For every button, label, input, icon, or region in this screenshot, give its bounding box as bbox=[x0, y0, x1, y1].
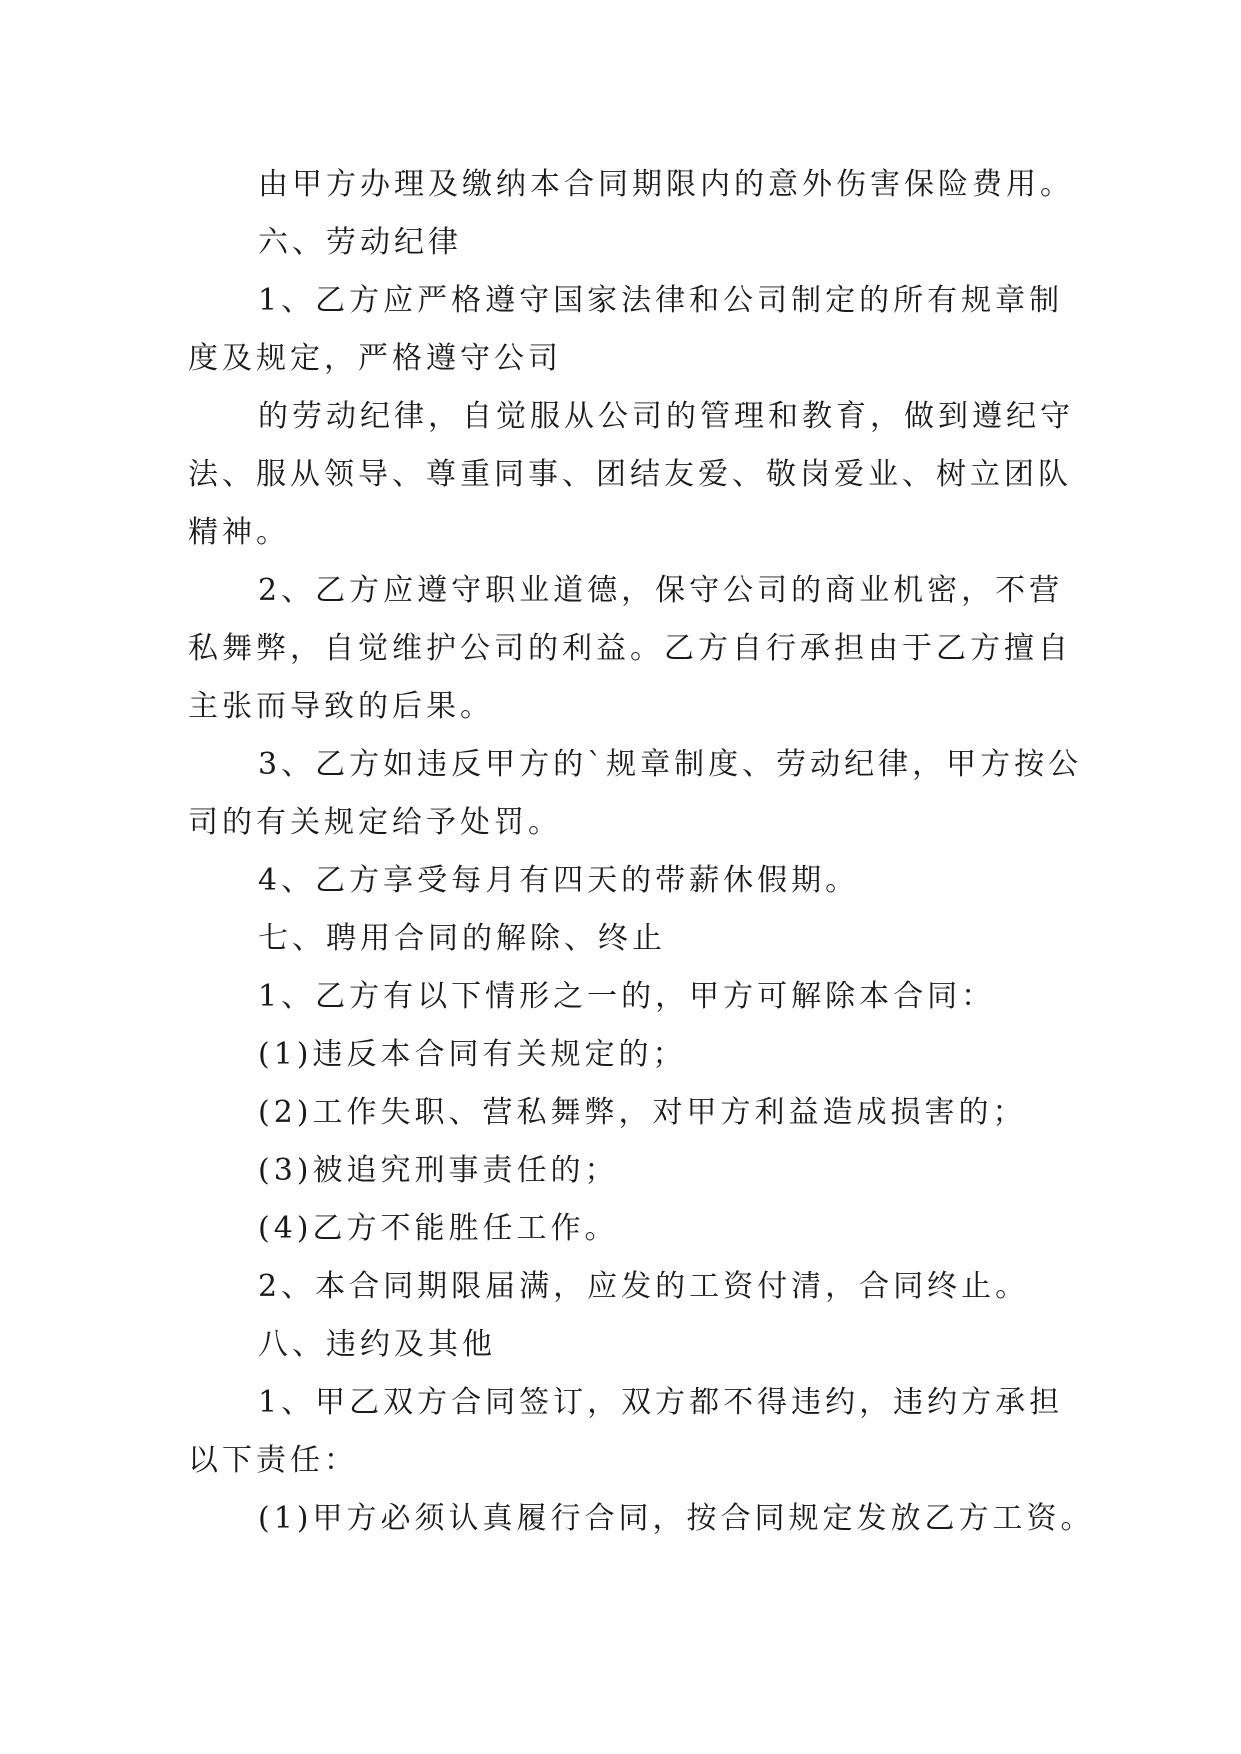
section-heading-7: 七、聘用合同的解除、终止 bbox=[258, 921, 666, 956]
text-line: 度及规定，严格遵守公司 bbox=[188, 341, 562, 376]
text-line: 以下责任： bbox=[188, 1443, 358, 1478]
text-line: 3、乙方如违反甲方的`规章制度、劳动纪律，甲方按公 bbox=[258, 747, 1083, 782]
text-line: 1、乙方有以下情形之一的，甲方可解除本合同： bbox=[258, 979, 996, 1014]
text-line: 由甲方办理及缴纳本合同期限内的意外伤害保险费用。 bbox=[258, 167, 1074, 202]
list-item: (1)甲方必须认真履行合同，按合同规定发放乙方工资。 bbox=[258, 1501, 1095, 1536]
text-line: 2、本合同期限届满，应发的工资付清，合同终止。 bbox=[258, 1269, 1030, 1304]
text-line: 主张而导致的后果。 bbox=[188, 689, 494, 724]
text-line: 的劳动纪律，自觉服从公司的管理和教育，做到遵纪守 bbox=[258, 399, 1074, 434]
text-line: 2、乙方应遵守职业道德，保守公司的商业机密，不营 bbox=[258, 573, 1064, 608]
list-item: (1)违反本合同有关规定的； bbox=[258, 1037, 687, 1072]
text-line: 司的有关规定给予处罚。 bbox=[188, 805, 562, 840]
text-line: 私舞弊，自觉维护公司的利益。乙方自行承担由于乙方擅自 bbox=[188, 631, 1072, 666]
text-line: 法、服从领导、尊重同事、团结友爱、敬岗爱业、树立团队 bbox=[188, 457, 1072, 492]
text-line: 精神。 bbox=[188, 515, 290, 550]
text-line: 4、乙方享受每月有四天的带薪休假期。 bbox=[258, 863, 860, 898]
list-item: (4)乙方不能胜任工作。 bbox=[258, 1211, 619, 1246]
text-line: 1、甲乙双方合同签订，双方都不得违约，违约方承担 bbox=[258, 1385, 1064, 1420]
section-heading-8: 八、违约及其他 bbox=[258, 1327, 496, 1362]
list-item: (3)被追究刑事责任的； bbox=[258, 1153, 619, 1188]
list-item: (2)工作失职、营私舞弊，对甲方利益造成损害的； bbox=[258, 1095, 1027, 1130]
section-heading-6: 六、劳动纪律 bbox=[258, 225, 462, 260]
text-line: 1、乙方应严格遵守国家法律和公司制定的所有规章制 bbox=[258, 283, 1064, 318]
